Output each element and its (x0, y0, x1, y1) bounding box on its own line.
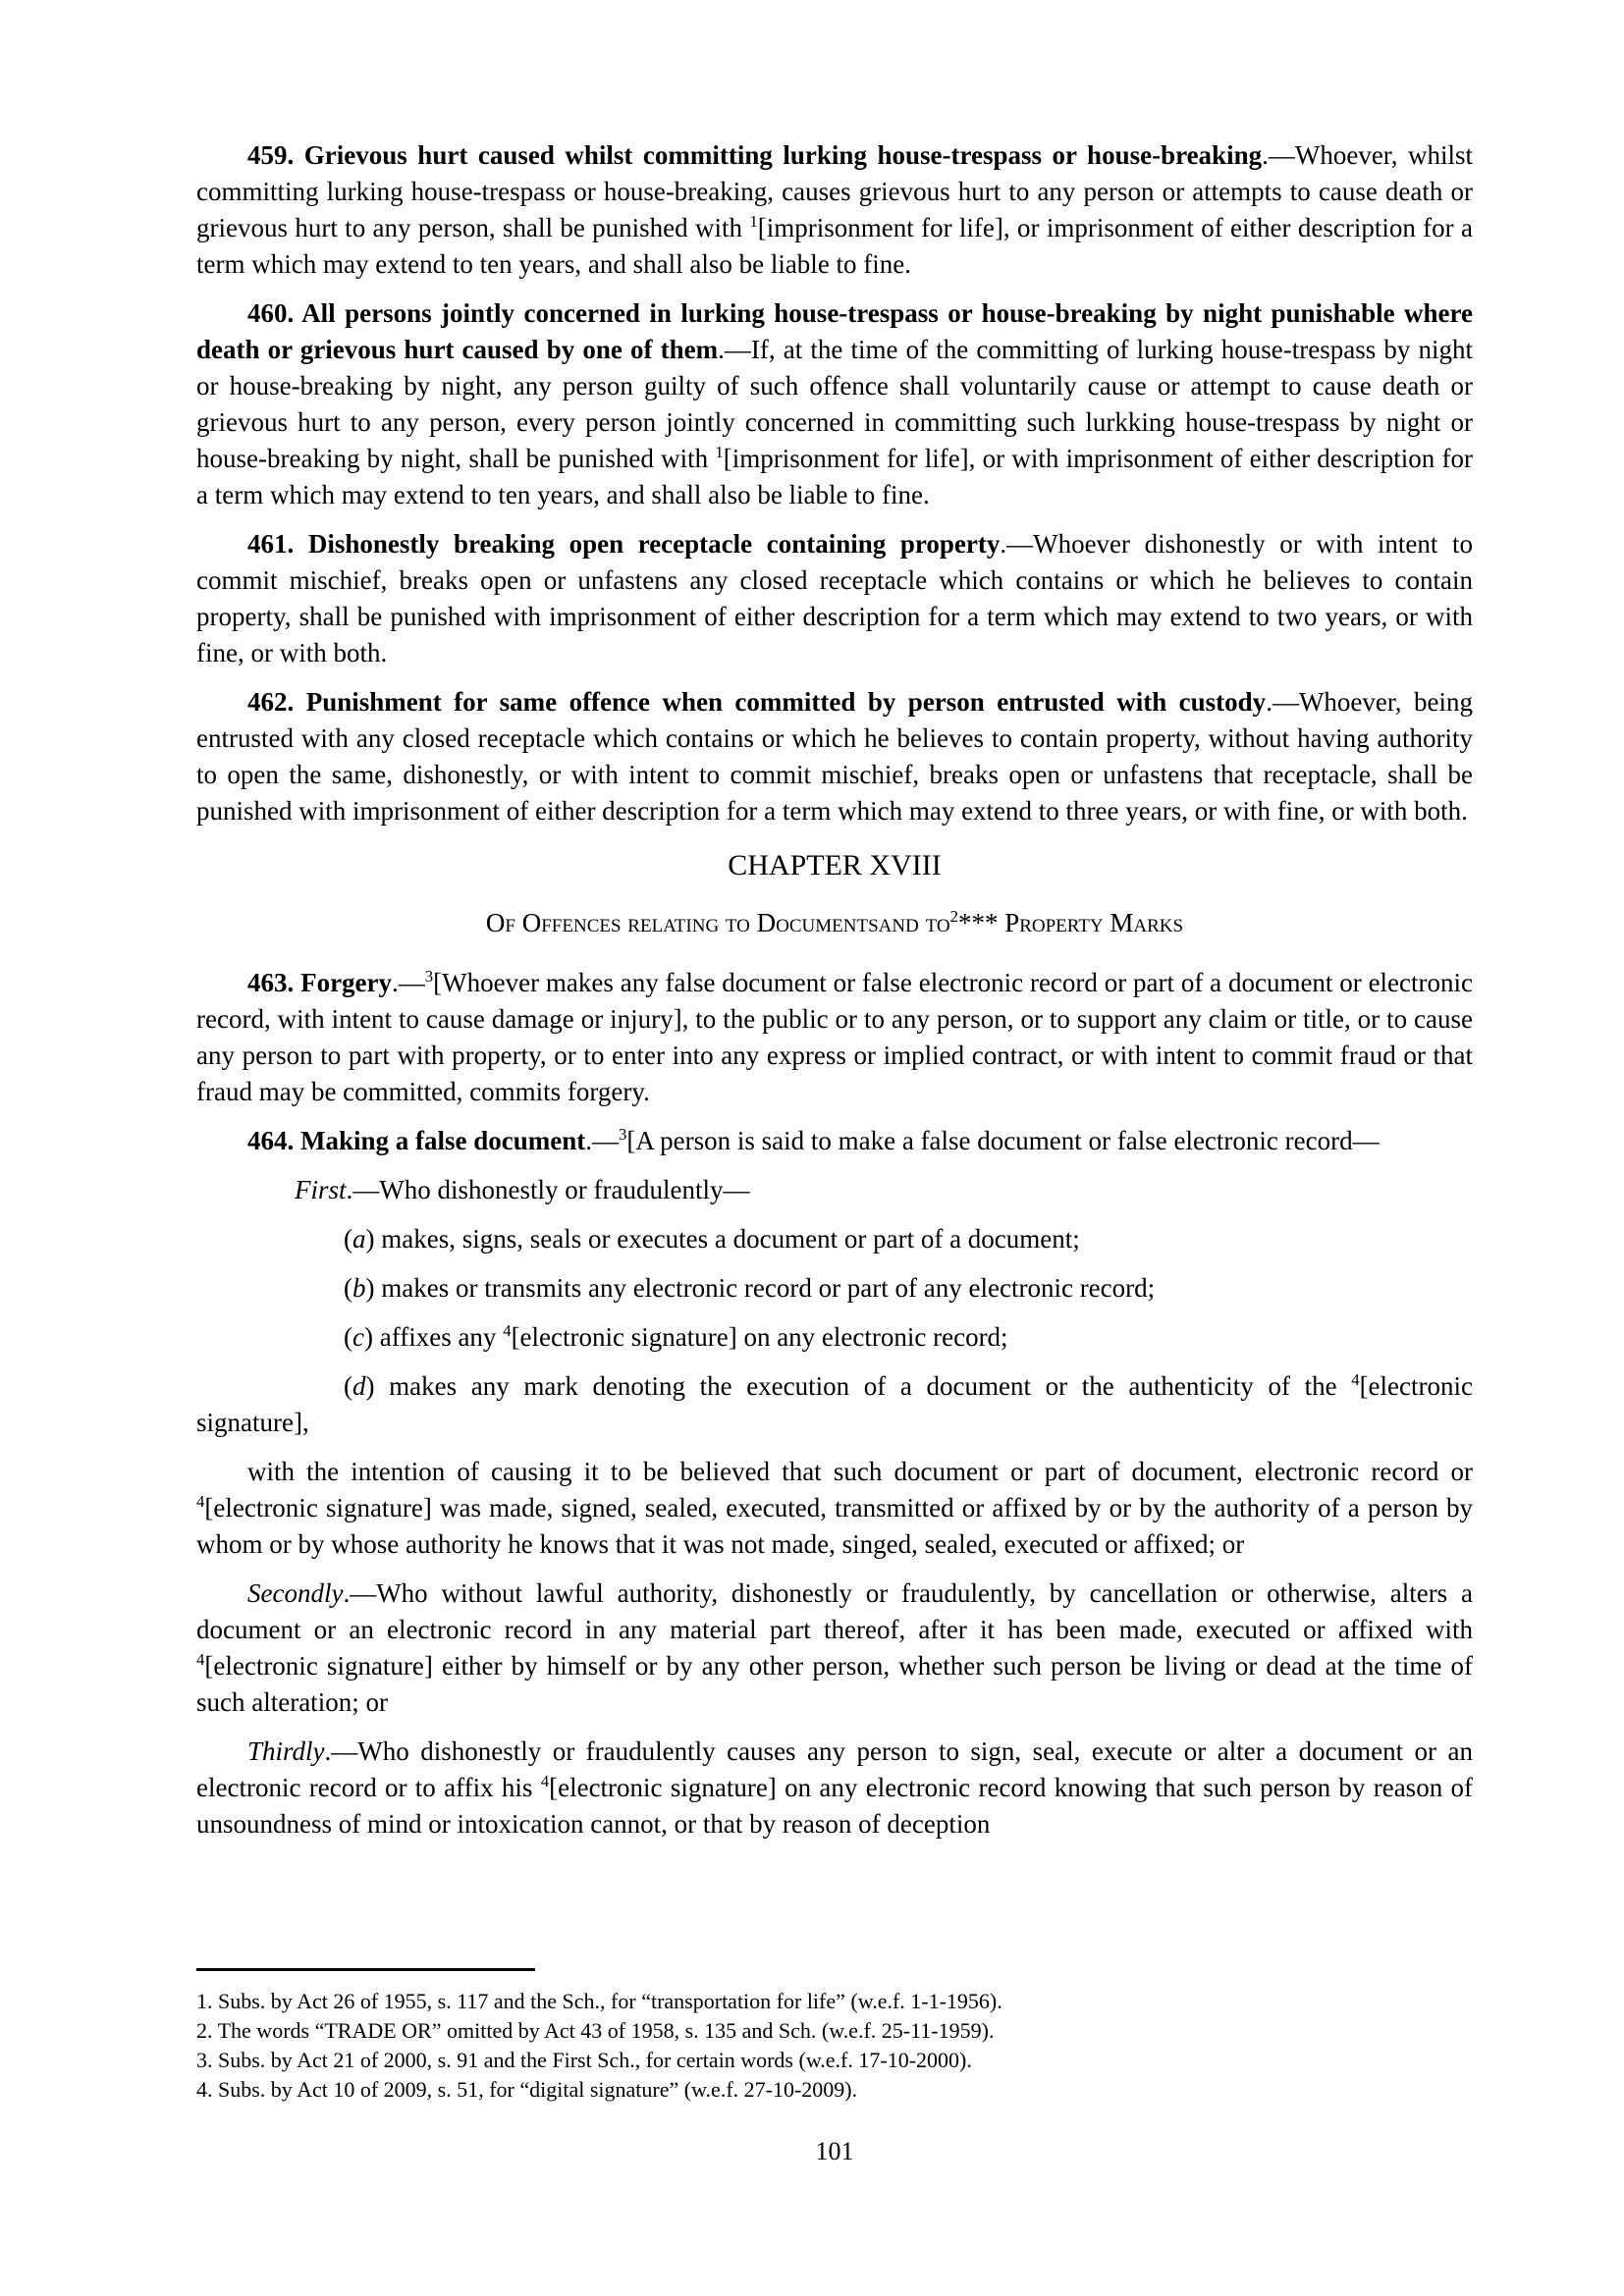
clause-c: (c) affixes any $^4$[electronic signature] on any electronic record; (344, 1321, 1008, 1352)
footnote: 3. Subs. by Act 21 of 2000, s. 91 and the First Sch., for certain words (w.e.f. 17-10-2000). (196, 2048, 972, 2072)
clause-thirdly: Thirdly.—Who dishonestly or fraudulently causes any person to sign, seal, execute or alter a document or an electronic record or to affix his $^4$[electronic signature] on any electronic record knowing that such person by reason of unsoundness of mind or intoxication cannot, or that by reason of deception (196, 1736, 1473, 1839)
clause-first: First.—Who dishonestly or fraudulently— (295, 1175, 750, 1204)
section-463: 463. Forgery.—$^3$[Whoever makes any false document or false electronic record or part of a document or electronic record, with intent to cause damage or injury], to the public or to any person, or to support any claim or title, or to cause any person to part with property, or to enter into any express or implied contract, or with intent to commit fraud or that fraud may be committed, commits forgery. (196, 967, 1473, 1106)
document-body (196, 137, 1473, 1855)
clause-secondly: Secondly.—Who without lawful authority, dishonestly or fraudulently, by cancellation or otherwise, alters a document or an electronic record in any material part thereof, after it has been made, executed or affixed with $^4$[electronic signature] either by himself or by any other person, whether such person be living or dead at the time of such alteration; or (196, 1578, 1473, 1717)
footnote: 4. Subs. by Act 10 of 2009, s. 51, for “digital signature” (w.e.f. 27-10-2009). (196, 2077, 858, 2102)
section-460: 460. All persons jointly concerned in lurking house-trespass or house-breaking by night punishable where death or grievous hurt caused by one of them.—If, at the time of the committing of lurking house-trespass by night or house-breaking by night, any person guilty of such offence shall voluntarily cause or attempt to cause death or grievous hurt to any person, every person jointly concerned in committing such lurkking house-trespass by night or house-breaking by night, shall be punished with $^1$[imprisonment for life], or with imprisonment of either description for a term which may extend to ten years, and shall also be liable to fine. (196, 298, 1474, 509)
chapter-title: CHAPTER XVIII (728, 849, 942, 881)
section-464-intro: 464. Making a false document.—$^3$[A person is said to make a false document or false electronic record— (247, 1125, 1380, 1155)
footnotes-list (196, 1987, 1473, 2105)
clause-a: (a) makes, signs, seals or executes a document or part of a document; (344, 1224, 1080, 1254)
section-461: 461. Dishonestly breaking open receptacle containing property.—Whoever dishonestly or with intent to commit mischief, breaks open or unfastens any closed receptacle which contains or which he believes to contain property, shall be punished with imprisonment of either description for a term which may extend to two years, or with fine, or with both. (196, 529, 1473, 667)
clause-d: (d) makes any mark denoting the execution of a document or the authenticity of the $^4$[electronic signature], (196, 1370, 1473, 1437)
footnote: 2. The words “TRADE OR” omitted by Act 43 of 1958, s. 135 and Sch. (w.e.f. 25-11-1959). (196, 2018, 995, 2043)
footnote-separator-rule (196, 1968, 535, 1971)
section-462: 462. Punishment for same offence when committed by person entrusted with custody.—Whoever, being entrusted with any closed receptacle which contains or which he believes to contain property, without having authority to open the same, dishonestly, or with intent to commit mischief, breaks open or unfastens that receptacle, shall be punished with imprisonment of either description for a term which may extend to three years, or with fine, or with both. (196, 687, 1473, 826)
footnote: 1. Subs. by Act 26 of 1955, s. 117 and the Sch., for “transportation for life” (w.e.f. 1-1-1956). (196, 1989, 1002, 2013)
chapter-subtitle: Of Offences relating to Documentsand $to^2***$ Property Marks (485, 907, 1184, 937)
page-number: 101 (815, 2137, 854, 2165)
clause-first-closing: with the intention of causing it to be believed that such document or part of document, electronic record or $^4$[electronic signature] was made, signed, sealed, executed, transmitted or affixed by or by the authority of a person by whom or by whose authority he knows that it was not made, singed, sealed, executed or affixed; or (196, 1457, 1473, 1559)
clause-b: (b) makes or transmits any electronic record or part of any electronic record; (344, 1273, 1156, 1303)
section-459: 459. Grievous hurt caused whilst committing lurking house-trespass or house-breaking.—Whoever, whilst committing lurking house-trespass or house-breaking, causes grievous hurt to any person or attempts to cause death or grievous hurt to any person, shall be punished with $^1$[imprisonment for life], or imprisonment of either description for a term which may extend to ten years, and shall also be liable to fine. (196, 140, 1474, 279)
